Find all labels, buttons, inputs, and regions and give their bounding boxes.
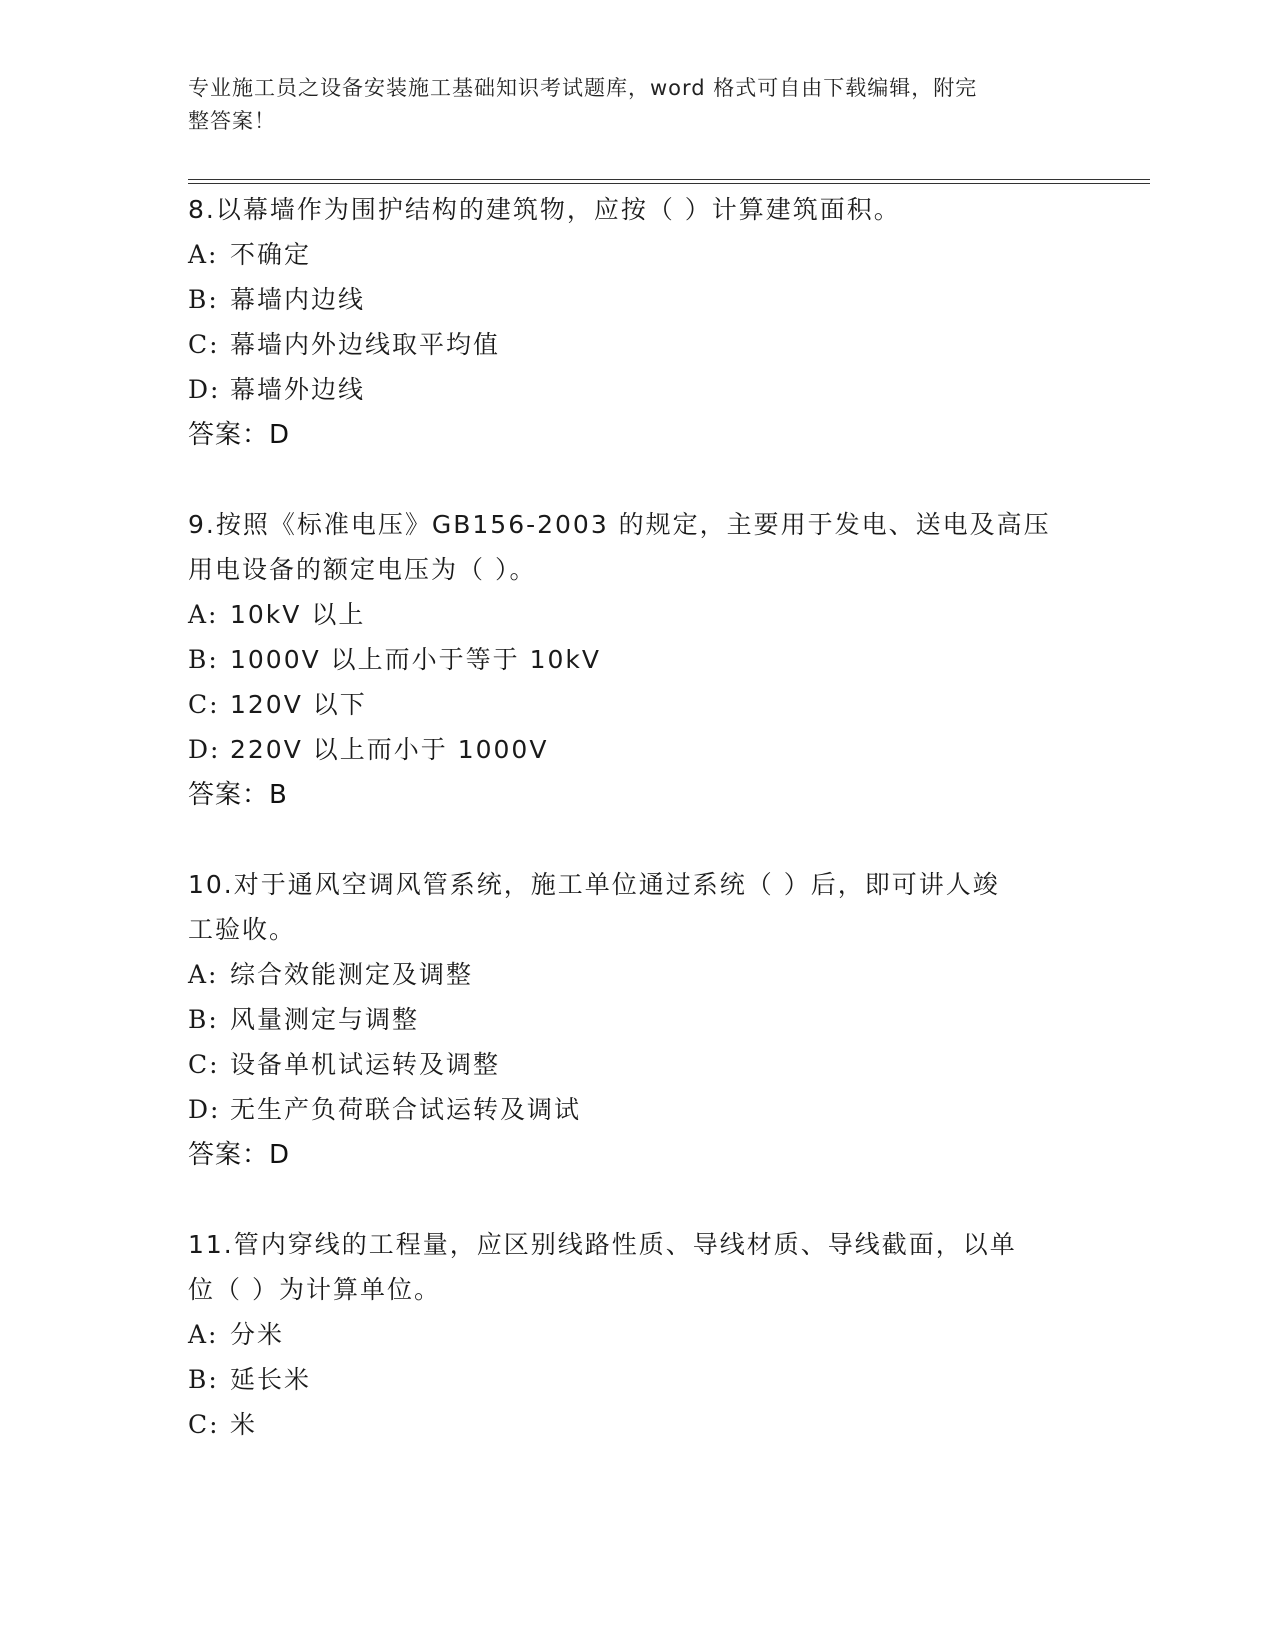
- question-9-text-line-1: 9.按照《标准电压》GB156-2003 的规定，主要用于发电、送电及高压: [188, 510, 1051, 539]
- option-text: 120V 以下: [230, 690, 367, 719]
- question-9-option-b: [188, 645, 601, 675]
- option-letter: C:: [188, 1410, 220, 1439]
- option-letter: D:: [188, 375, 221, 404]
- question-9-option-a: [188, 600, 365, 630]
- option-text: 1000V 以上而小于等于 10kV: [230, 645, 602, 674]
- question-8-option-a: [188, 240, 311, 270]
- option-text: 10kV 以上: [230, 600, 366, 629]
- option-letter: D:: [188, 735, 221, 764]
- option-text: 无生产负荷联合试运转及调试: [230, 1095, 582, 1124]
- option-letter: B:: [188, 285, 219, 314]
- option-letter: B:: [188, 1365, 219, 1394]
- question-9-answer: 答案：B: [188, 780, 288, 810]
- header-divider-top: [188, 179, 1150, 180]
- question-10-text-line-2: 工验收。: [188, 915, 297, 944]
- option-letter: D:: [188, 1095, 221, 1124]
- question-11-text-line-1: 11.管内穿线的工程量，应区别线路性质、导线材质、导线截面，以单: [188, 1230, 1017, 1259]
- question-8-option-b: [188, 285, 365, 315]
- option-letter: B:: [188, 1005, 219, 1034]
- option-letter: C:: [188, 1050, 220, 1079]
- option-text: 综合效能测定及调整: [230, 960, 474, 989]
- header-line-2: 整答案！: [188, 109, 276, 133]
- question-8-text: 8.以幕墙作为围护结构的建筑物，应按（ ）计算建筑面积。: [188, 195, 901, 224]
- option-letter: A:: [188, 960, 219, 989]
- question-11-option-a: [188, 1320, 284, 1350]
- question-10-answer: 答案：D: [188, 1140, 291, 1170]
- option-letter: B:: [188, 645, 219, 674]
- question-9-option-c: [188, 690, 367, 720]
- option-text: 幕墙内边线: [230, 285, 366, 314]
- question-11-text-line-2: 位（ ）为计算单位。: [188, 1275, 441, 1304]
- option-letter: A:: [188, 240, 219, 269]
- option-text: 延长米: [230, 1365, 312, 1394]
- option-text: 不确定: [230, 240, 312, 269]
- header-line-1: 专业施工员之设备安装施工基础知识考试题库，word 格式可自由下载编辑，附完: [188, 76, 978, 100]
- question-10-option-c: [188, 1050, 500, 1080]
- option-text: 220V 以上而小于 1000V: [230, 735, 549, 764]
- question-11-option-c: [188, 1410, 257, 1440]
- option-letter: A:: [188, 600, 219, 629]
- question-10-option-a: [188, 960, 473, 990]
- option-text: 幕墙外边线: [230, 375, 366, 404]
- question-9-option-d: [188, 735, 548, 765]
- question-8-option-c: [188, 330, 500, 360]
- option-letter: A:: [188, 1320, 219, 1349]
- option-text: 风量测定与调整: [230, 1005, 420, 1034]
- question-10-option-b: [188, 1005, 419, 1035]
- document-header: [188, 72, 1068, 138]
- question-8-answer: 答案：D: [188, 420, 291, 450]
- option-text: 米: [230, 1410, 258, 1439]
- option-text: 幕墙内外边线取平均值: [230, 330, 501, 359]
- option-text: 设备单机试运转及调整: [230, 1050, 501, 1079]
- option-letter: C:: [188, 690, 220, 719]
- question-10-option-d: [188, 1095, 581, 1125]
- option-text: 分米: [230, 1320, 285, 1349]
- question-8-option-d: [188, 375, 365, 405]
- question-10-text-line-1: 10.对于通风空调风管系统，施工单位通过系统（ ）后，即可讲人竣: [188, 870, 1000, 899]
- question-9-text-line-2: 用电设备的额定电压为（ ）。: [188, 555, 537, 584]
- question-11-option-b: [188, 1365, 311, 1395]
- header-divider-bottom: [188, 183, 1150, 184]
- option-letter: C:: [188, 330, 220, 359]
